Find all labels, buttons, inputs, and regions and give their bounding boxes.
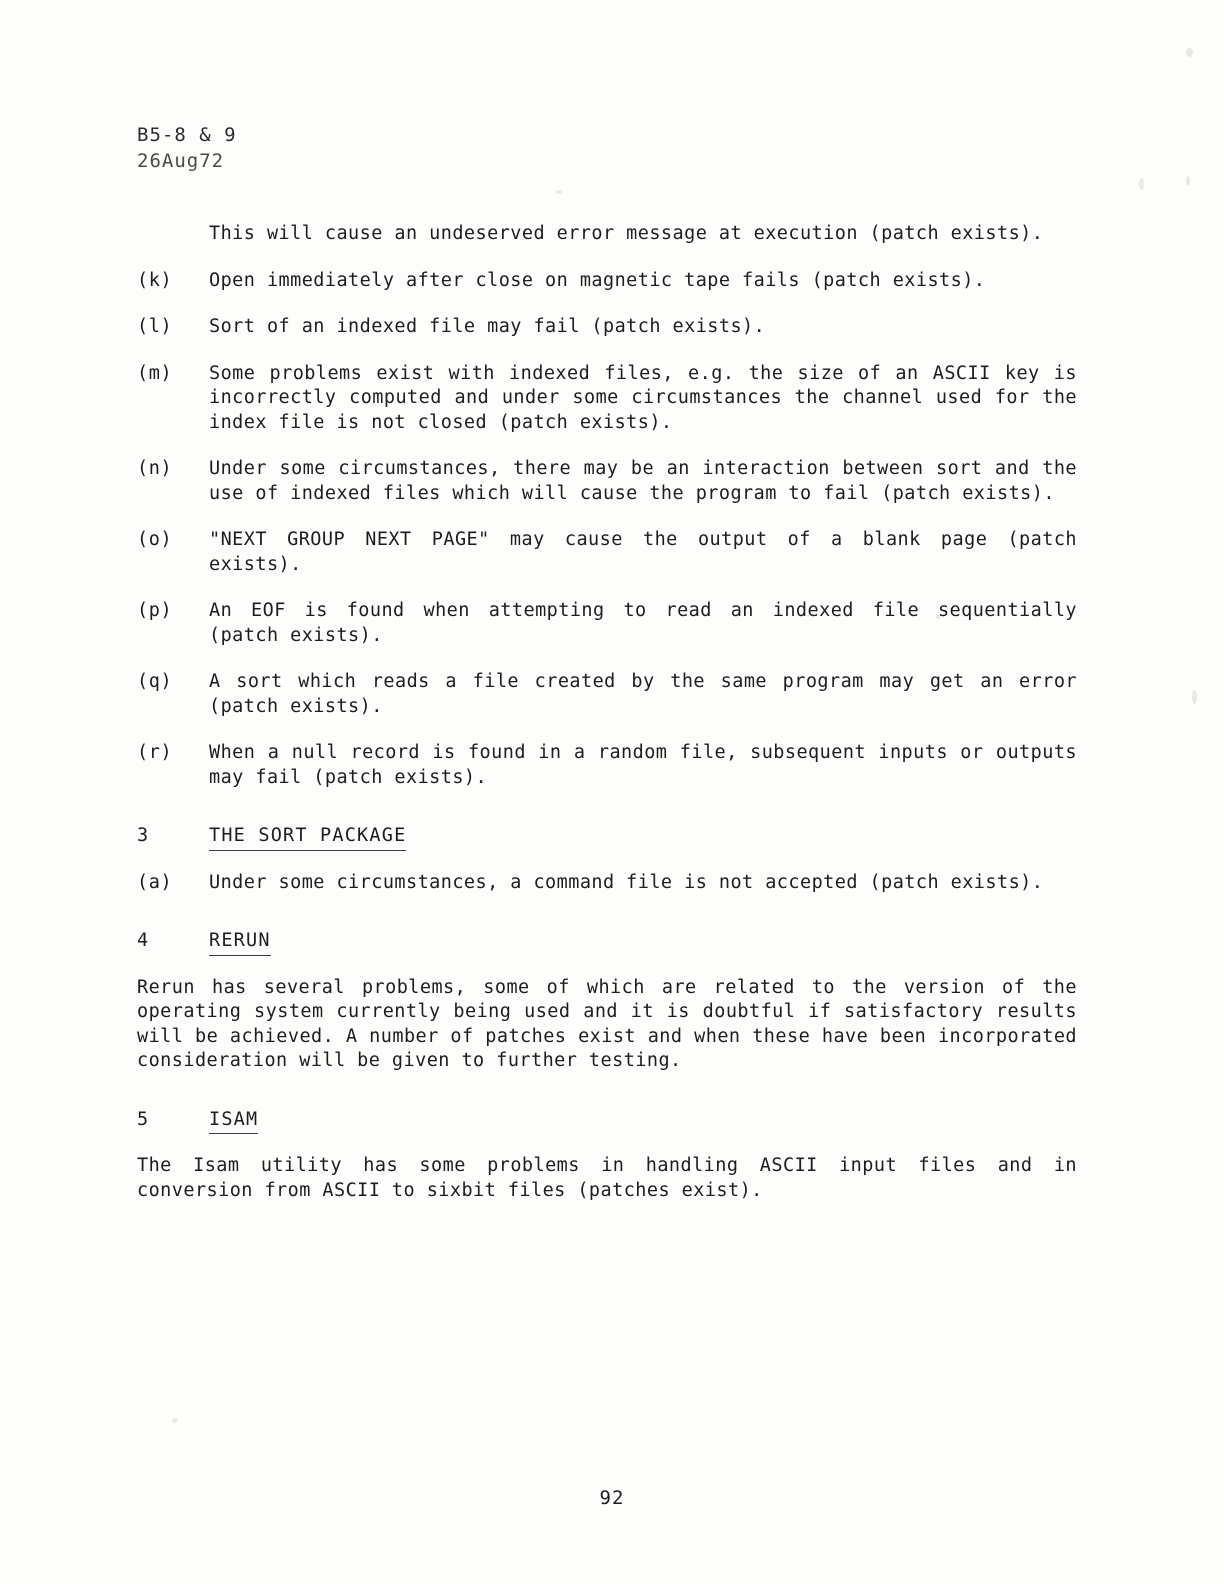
section-heading xyxy=(137,929,1077,956)
list-item xyxy=(137,315,1077,340)
section-title: RERUN xyxy=(209,929,271,956)
list-item xyxy=(137,362,1077,436)
list-item xyxy=(137,599,1077,648)
section-heading xyxy=(137,1108,1077,1135)
list-item-marker: (r) xyxy=(137,742,173,763)
section-title: THE SORT PACKAGE xyxy=(209,824,406,851)
list-item-text: Some problems exist with indexed files, e.g. the size of an ASCII key is incorrectly computed and under some circumstances the channel used for the index file is not closed (patch exists). xyxy=(209,362,1077,433)
list-item-text: Open immediately after close on magnetic tape fails (patch exists). xyxy=(209,269,986,291)
list-item xyxy=(137,871,1077,896)
list-item xyxy=(137,670,1077,719)
list-item-text: An EOF is found when attempting to read an indexed file sequentially (patch exists). xyxy=(209,600,1077,646)
list-item-marker: (n) xyxy=(137,458,173,479)
section-number: 3 xyxy=(137,825,149,846)
document-body xyxy=(137,222,1077,1213)
section-heading xyxy=(137,824,1077,851)
scan-speck xyxy=(1139,178,1144,190)
list-item-marker: (k) xyxy=(137,269,173,291)
scan-speck xyxy=(1192,690,1197,704)
section-number: 5 xyxy=(137,1108,149,1130)
section-paragraph: Rerun has several problems, some of which are related to the version of the operating system currently being used and it is doubtful if satisfactory results will be achieved. A number of patches exist and when these have been incorporated consideration will be given to further testing. xyxy=(137,976,1077,1071)
list-item-text: Under some circumstances, a command file is not accepted (patch exists). xyxy=(209,871,1044,893)
list-item-marker: (q) xyxy=(137,671,173,692)
list-item-text: "NEXT GROUP NEXT PAGE" may cause the output of a blank page (patch exists). xyxy=(209,529,1077,575)
list-item-text: When a null record is found in a random file, subsequent inputs or outputs may fail (patch exists). xyxy=(209,742,1077,788)
list-item xyxy=(137,741,1077,790)
scan-speck xyxy=(172,1418,178,1423)
intro-paragraph: This will cause an undeserved error message at execution (patch exists). xyxy=(209,223,1044,244)
page-header xyxy=(137,122,237,174)
list-item-text: A sort which reads a file created by the same program may get an error (patch exists). xyxy=(209,671,1077,717)
list-item-text: Under some circumstances, there may be an interaction between sort and the use of indexed files which will cause the program to fail (patch exists). xyxy=(209,458,1077,504)
document-reference: B5-8 & 9 xyxy=(137,124,237,146)
scan-speck xyxy=(556,190,562,194)
intro-paragraph-block xyxy=(209,222,1077,247)
list-item xyxy=(137,528,1077,577)
section-title: ISAM xyxy=(209,1108,258,1135)
list-item-marker: (l) xyxy=(137,316,173,337)
list-item xyxy=(137,269,1077,294)
list-item-text: Sort of an indexed file may fail (patch exists). xyxy=(209,316,766,337)
section-paragraph: The Isam utility has some problems in handling ASCII input files and in conversion from ASCII to sixbit files (patches exist). xyxy=(137,1155,1077,1201)
scan-speck xyxy=(1186,48,1193,57)
scan-speck xyxy=(1186,176,1190,186)
list-item-marker: (o) xyxy=(137,529,173,550)
list-item-marker: (p) xyxy=(137,600,173,621)
page-number: 92 xyxy=(599,1487,625,1509)
section-number: 4 xyxy=(137,930,149,951)
list-item-marker: (m) xyxy=(137,362,173,384)
document-date: 26Aug72 xyxy=(137,150,225,172)
list-item-marker: (a) xyxy=(137,871,173,893)
list-item xyxy=(137,457,1077,506)
